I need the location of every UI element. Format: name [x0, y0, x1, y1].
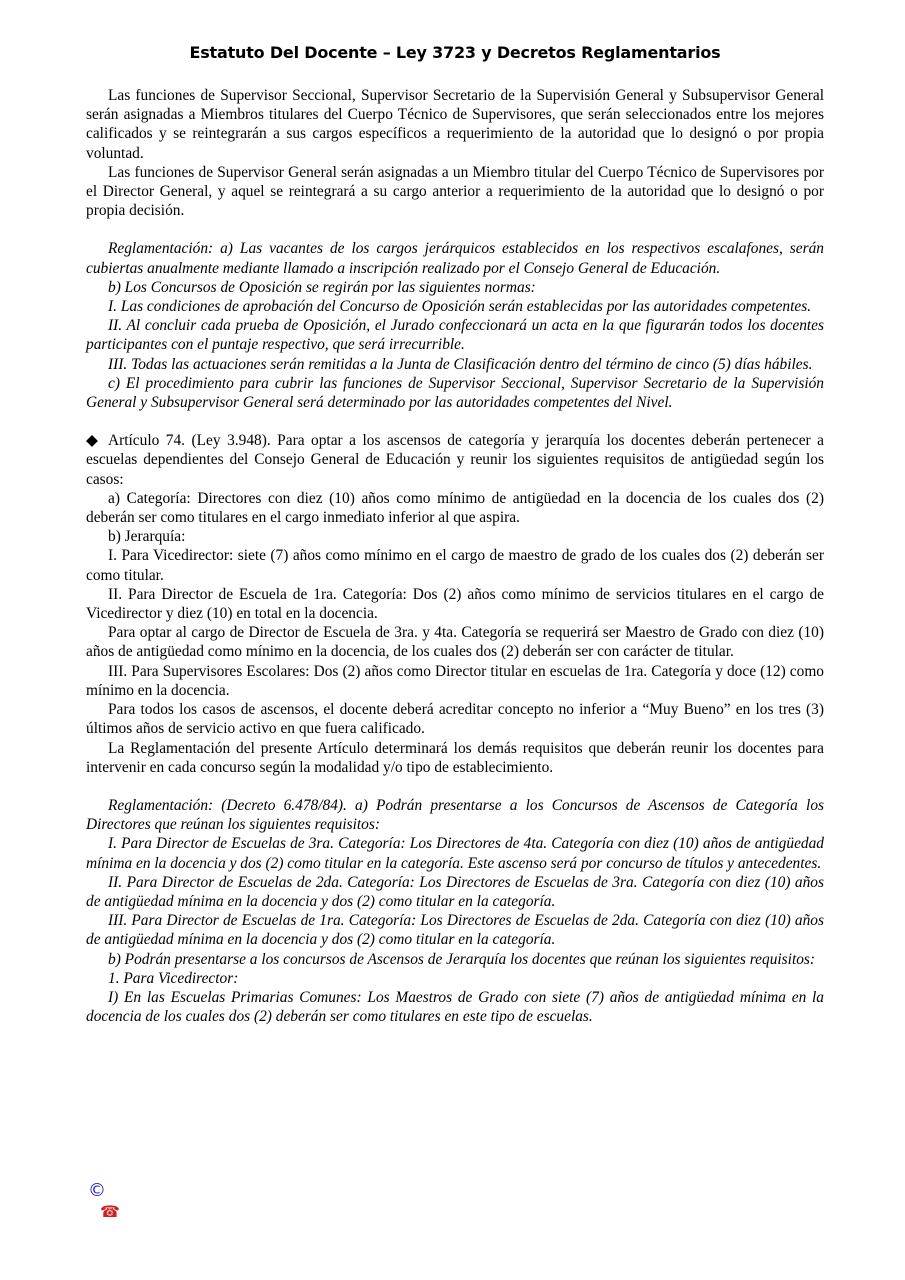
page-title: Estatuto Del Docente – Ley 3723 y Decretos Reglamentarios	[189, 43, 721, 62]
articulo-74-b: b) Jerarquía:	[108, 528, 186, 546]
articulo-74-concepto: Para todos los casos de ascensos, el docente deberá acreditar concepto no inferior a “Muy Bueno” en los tres (3) últimos años de servicio activo en que fuera calificado.	[86, 701, 824, 738]
reglamentacion-decreto-i: I. Para Director de Escuelas de 3ra. Categoría: Los Directores de 4ta. Categoría con diez (10) años de antigüedad mínima en la docencia y dos (2) como titular en la categoría. Este ascenso será por concurso de títulos y antecedentes.	[86, 835, 824, 872]
reglamentacion-decreto-ii: II. Para Director de Escuelas de 2da. Categoría: Los Directores de Escuelas de 3ra. Categoría con diez (10) años de antigüedad mínima en la docencia y dos (2) como titular en la categoría.	[86, 873, 824, 910]
articulo-74-b-i: I. Para Vicedirector: siete (7) años como mínimo en el cargo de maestro de grado de los cuales dos (2) deberán ser como titular.	[86, 547, 824, 584]
reglamentacion-decreto-b-1-i: I) En las Escuelas Primarias Comunes: Los Maestros de Grado con siete (7) años de antigüedad mínima en la docencia de los cuales dos (2) deberán ser como titulares en este tipo de escuelas.	[86, 988, 824, 1026]
copyright-icon: ©	[88, 1180, 106, 1201]
reglamentacion-decreto-b-1: 1. Para Vicedirector:	[108, 969, 239, 987]
articulo-74-reglamentacion-nota: La Reglamentación del presente Artículo determinará los demás requisitos que deberán reunir los docentes para intervenir en cada concurso según la modalidad y/o tipo de establecimiento.	[86, 739, 824, 776]
document-body	[86, 86, 824, 1026]
articulo-74	[86, 431, 824, 489]
reglamentacion-a: Reglamentación: a) Las vacantes de los cargos jerárquicos establecidos en los respectivos escalafones, serán cubiertas anualmente mediante llamado a inscripción realizado por el Consejo General de Educación.	[86, 240, 824, 277]
reglamentacion-c: c) El procedimiento para cubrir las funciones de Supervisor Seccional, Supervisor Secretario de la Supervisión General y Subsupervisor General será determinado por las autoridades competentes del Nivel.	[86, 374, 824, 412]
reglamentacion-b-ii: II. Al concluir cada prueba de Oposición, el Jurado confeccionará un acta en la que figurarán todos los docentes participantes con el puntaje respectivo, que será irrecurrible.	[86, 317, 824, 354]
reglamentacion-decreto-iii: III. Para Director de Escuelas de 1ra. Categoría: Los Directores de Escuelas de 2da. Categoría con diez (10) años de antigüedad mínima en la docencia y dos (2) como titular en la categoría.	[86, 912, 824, 949]
articulo-74-a: a) Categoría: Directores con diez (10) años como mínimo de antigüedad en la docencia de los cuales dos (2) deberán ser como titulares en el cargo inmediato inferior al que aspira.	[86, 489, 824, 527]
articulo-74-b-iii: III. Para Supervisores Escolares: Dos (2) años como Director titular en escuelas de 1ra. Categoría y doce (12) como mínimo en la docencia.	[86, 662, 824, 699]
reglamentacion-b-iii: III. Todas las actuaciones serán remitidas a la Junta de Clasificación dentro del término de cinco (5) días hábiles.	[108, 355, 813, 373]
articulo-74-text: Artículo 74. (Ley 3.948). Para optar a los ascensos de categoría y jerarquía los docentes deberán pertenecer a escuelas dependientes del Consejo General de Educación y reunir los siguientes requisitos de antigüedad según los casos:	[86, 432, 824, 488]
bullet-diamond-icon: ◆	[86, 432, 98, 450]
articulo-74-b-ii: II. Para Director de Escuela de 1ra. Categoría: Dos (2) años como mínimo de servicios titulares en el cargo de Vicedirector y diez (10) en total en la docencia.	[86, 585, 824, 623]
reglamentacion-b: b) Los Concursos de Oposición se regirán por las siguientes normas:	[108, 278, 536, 296]
articulo-74-director-3ra: Para optar al cargo de Director de Escuela de 3ra. y 4ta. Categoría se requerirá ser Maestro de Grado con diez (10) años de antigüedad como mínimo en la docencia, de los cuales dos (2) deberán ser con carácter de titular.	[86, 624, 824, 661]
paragraph-supervisor-general: Las funciones de Supervisor General serán asignadas a un Miembro titular del Cuerpo Técnico de Supervisores por el Director General, y aquel se reintegrará a su cargo anterior a requerimiento de la autoridad que lo designó o por propia decisión.	[86, 163, 824, 220]
phone-icon: ☎	[100, 1202, 120, 1221]
reglamentacion-decreto: Reglamentación: (Decreto 6.478/84). a) Podrán presentarse a los Concursos de Ascensos de Categoría los Directores que reúnan los siguientes requisitos:	[86, 796, 824, 834]
paragraph-supervisor-seccional: Las funciones de Supervisor Seccional, Supervisor Secretario de la Supervisión General y Subsupervisor General serán asignadas a Miembros titulares del Cuerpo Técnico de Supervisores, que serán seleccionados entre los mejores calificados y se reintegrarán a sus cargos específicos a requerimiento de la autoridad que lo designó o por propia voluntad.	[86, 87, 824, 162]
reglamentacion-b-i: I. Las condiciones de aprobación del Concurso de Oposición serán establecidas por las autoridades competentes.	[108, 298, 812, 316]
reglamentacion-decreto-b: b) Podrán presentarse a los concursos de Ascensos de Jerarquía los docentes que reúnan los siguientes requisitos:	[108, 950, 816, 968]
